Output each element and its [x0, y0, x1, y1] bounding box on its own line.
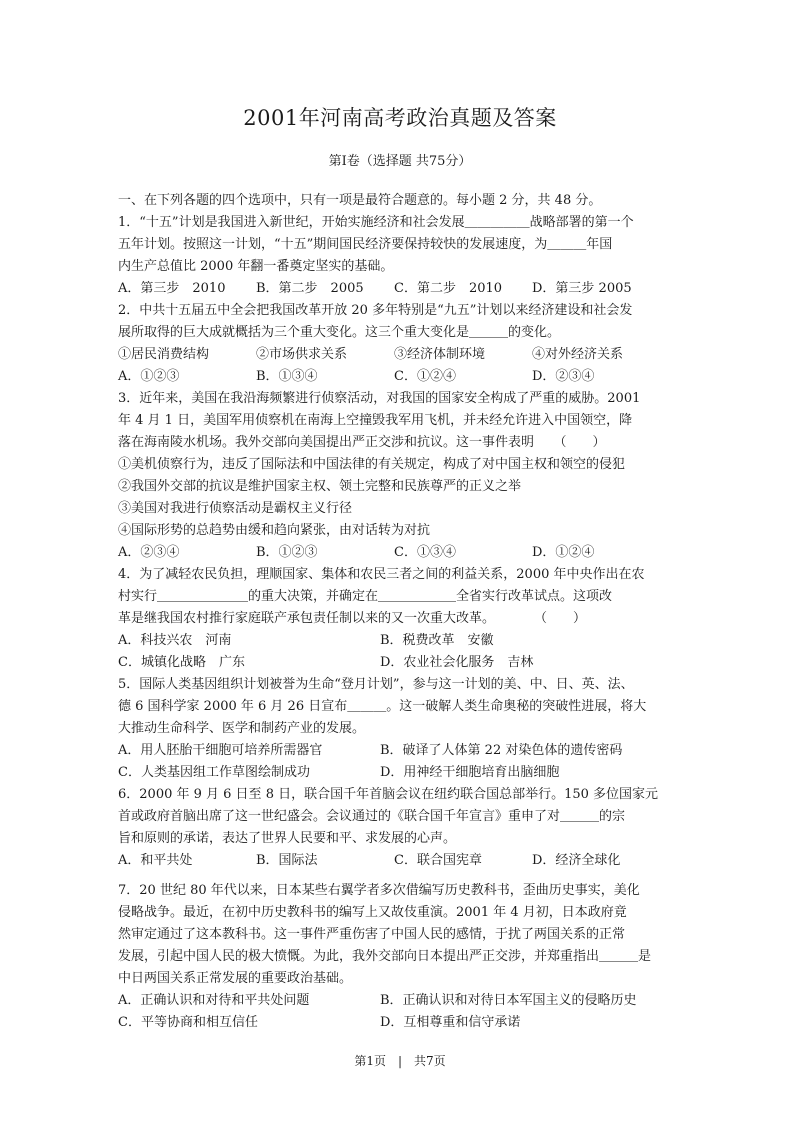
statement-item: ①美机侦察行为，违反了国际法和中国法律的有关规定，构成了对中国主权和领空的侵犯 [118, 457, 626, 472]
answer-options [118, 990, 688, 1012]
question-text: 2．中共十五届五中全会把我国改革开放 20 多年特别是“九五”计划以来经济建设和社会发 [118, 303, 633, 318]
statement-item: ④对外经济关系 [532, 347, 624, 362]
answer-options [118, 850, 688, 872]
option-b: B．破译了人体第 22 对染色体的遗传密码 [380, 743, 623, 758]
question-text: 旨和原则的承诺，表达了世界人民要和平、求发展的心声。 [118, 831, 457, 846]
question-6 [118, 784, 688, 872]
option-a: A．第三步 2010 [118, 281, 226, 296]
option-a: A．①②③ [118, 369, 180, 384]
question-text: 五年计划。按照这一计划，“十五”期间国民经济要保持较快的发展速度，为＿＿＿年国 [118, 237, 613, 252]
option-c: C．第二步 2010 [394, 281, 503, 296]
question-text: 3．近年来，美国在我沿海频繁进行侦察活动，对我国的国家安全构成了严重的威胁。2001 [118, 391, 641, 406]
option-b: B．正确认识和对待日本军国主义的侵略历史 [380, 993, 637, 1008]
option-b: B．国际法 [256, 853, 318, 868]
answer-options [118, 740, 688, 762]
option-d: D．②③④ [532, 369, 595, 384]
question-3 [118, 388, 688, 564]
question-text: 大推动生命科学、医学和制药产业的发展。 [118, 721, 366, 736]
question-text: 发展，引起中国人民的极大愤慨。为此，我外交部向日本提出严正交涉，并郑重指出＿＿＿是 [118, 949, 652, 964]
option-a: A．科技兴农 河南 [118, 633, 232, 648]
option-c: C．联合国宪章 [394, 853, 482, 868]
option-a: A．正确认识和对待和平共处问题 [118, 993, 310, 1008]
option-d: D．①②④ [532, 545, 595, 560]
question-text: 村实行＿＿＿＿＿＿＿的重大决策，并确定在＿＿＿＿＿＿全省实行改革试点。这项改 [118, 589, 613, 604]
page-footer: 第1页 | 共7页 [354, 1054, 446, 1068]
page-title: 2001年河南高考政治真题及答案 [243, 106, 557, 130]
option-a: A．②③④ [118, 545, 180, 560]
option-c: C．平等协商和相互信任 [118, 1015, 258, 1030]
question-7 [118, 880, 688, 1034]
answer-options [118, 366, 688, 388]
question-text: 1．“十五”计划是我国进入新世纪，开始实施经济和社会发展＿＿＿＿＿战略部署的第一个 [118, 215, 634, 230]
question-1 [118, 212, 688, 300]
option-d: D．第三步 2005 [532, 281, 632, 296]
option-a: A．和平共处 [118, 853, 193, 868]
question-text: 4．为了减轻农民负担，理顺国家、集体和农民三者之间的利益关系，2000 年中央作出在农 [118, 567, 645, 582]
answer-options [118, 278, 688, 300]
question-text: 展所取得的巨大成就概括为三个重大变化。这三个重大变化是＿＿＿的变化。 [118, 325, 561, 340]
option-b: B．①③④ [256, 369, 318, 384]
option-c: C．①②④ [394, 369, 456, 384]
option-c: C．人类基因组工作草图绘制成功 [118, 765, 310, 780]
option-d: D．经济全球化 [532, 853, 621, 868]
question-text: 德 6 国科学家 2000 年 6 月 26 日宣布＿＿＿。这一破解人类生命奥秘的突破性进展，将大 [118, 699, 647, 714]
question-4 [118, 564, 688, 674]
statement-item: ①居民消费结构 [118, 347, 210, 362]
statement-item: ④国际形势的总趋势由缓和趋向紧张，由对话转为对抗 [118, 523, 431, 538]
question-text: 首或政府首脑出席了这一世纪盛会。会议通过的《联合国千年宣言》重申了对＿＿＿的宗 [118, 809, 626, 824]
answer-options [118, 630, 688, 652]
option-b: B．税费改革 安徽 [380, 633, 494, 648]
statement-item: ②我国外交部的抗议是维护国家主权、领土完整和民族尊严的正义之举 [118, 479, 522, 494]
option-b: B．①②③ [256, 545, 318, 560]
question-text: 中日两国关系正常发展的重要政治基础。 [118, 971, 353, 986]
option-d: D．农业社会化服务 吉林 [380, 655, 534, 670]
question-text: 7．20 世纪 80 年代以来，日本某些右翼学者多次借编写历史教科书，歪曲历史事实，美化 [118, 883, 640, 898]
question-text: 6．2000 年 9 月 6 日至 8 日，联合国千年首脑会议在纽约联合国总部举行。150 多位国家元 [118, 787, 659, 802]
option-a: A．用人胚胎干细胞可培养所需器官 [118, 743, 323, 758]
statement-item: ③经济体制环境 [394, 347, 486, 362]
answer-options [118, 1012, 688, 1034]
option-c: C．城镇化战略 广东 [118, 655, 245, 670]
question-text: 然审定通过了这本教科书。这一事件严重伤害了中国人民的感情，于扰了两国关系的正常 [118, 927, 626, 942]
answer-options [118, 652, 688, 674]
statement-items [118, 344, 688, 366]
option-d: D．互相尊重和信守承诺 [380, 1015, 521, 1030]
section-intro: 一、在下列各题的四个选项中，只有一项是最符合题意的。每小题 2 分，共 48 分。 [118, 193, 602, 208]
question-text: 内生产总值比 2000 年翻一番奠定坚实的基础。 [118, 259, 394, 274]
section-subtitle: 第Ⅰ卷（选择题 共75分） [328, 154, 472, 169]
option-d: D．用神经干细胞培育出脑细胞 [380, 765, 560, 780]
question-text: 落在海南陵水机场。我外交部向美国提出严正交涉和抗议。这一事件表明 （ ） [118, 435, 606, 450]
statement-item: ③美国对我进行侦察活动是霸权主义行径 [118, 501, 353, 516]
answer-options [118, 762, 688, 784]
question-2 [118, 300, 688, 388]
question-body [118, 190, 688, 1034]
question-text: 侵略战争。最近，在初中历史教科书的编写上又故伎重演。2001 年 4 月初，日本政府竟 [118, 905, 627, 920]
question-text: 年 4 月 1 日，美国军用侦察机在南海上空撞毁我军用飞机，并未经允许进入中国领空，降 [118, 413, 633, 428]
statement-item: ②市场供求关系 [256, 347, 348, 362]
option-c: C．①③④ [394, 545, 456, 560]
question-text: 5．国际人类基因组织计划被誉为生命“登月计划”，参与这一计划的美、中、日、英、法、 [118, 677, 634, 692]
answer-options [118, 542, 688, 564]
option-b: B．第二步 2005 [256, 281, 364, 296]
question-text: 革是继我国农村推行家庭联产承包责任制以来的又一次重大改革。 （ ） [118, 611, 587, 626]
question-5 [118, 674, 688, 784]
